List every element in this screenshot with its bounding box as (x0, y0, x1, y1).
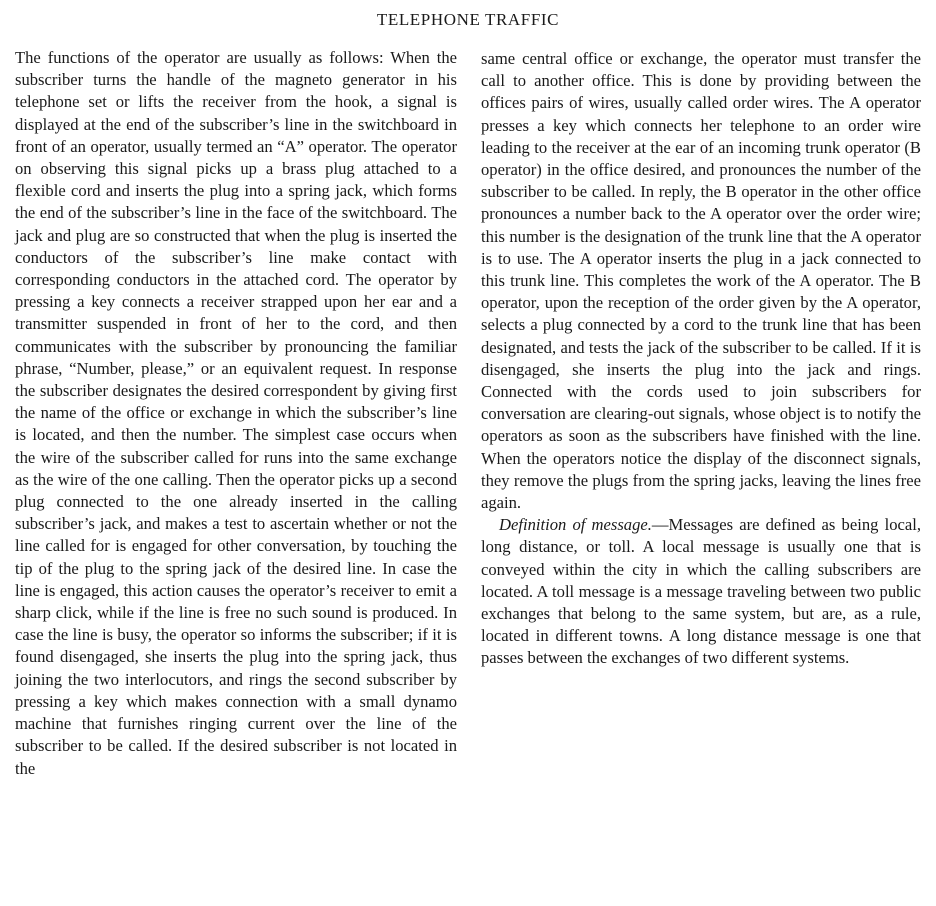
body-paragraph: The functions of the operator are usually as follows: When the subscriber turns the handle of the magneto generator in his telephone set or lifts the receiver from the hook, a signal is displayed at the end of the subscriber’s line in the switchboard in front of an operator, usually termed an “A” operator. The operator on observing this signal picks up a brass plug attached to a flexible cord and inserts the plug into a spring jack, which forms the end of the subscriber’s line in the face of the switchboard. The jack and plug are so constructed that when the plug is inserted the conductors of the subscriber’s line make contact with corresponding conductors in the attached cord. The operator by pressing a key connects a receiver strapped upon her ear and a transmitter suspended in front of her to the cord, and then communicates with the subscriber by pronouncing the familiar phrase, “Number, please,” or an equivalent request. In response the subscriber designates the desired correspondent by giving first the name of the office or exchange in which the subscriber’s line is located, and then the number. The simplest case occurs when the wire of the subscriber called for runs into the same exchange as the wire of the one calling. Then the operator picks up a second plug connected to the one already inserted in the calling subscriber’s jack, and makes a test to ascertain whether or not the line called for is engaged for other conversation, by touching the tip of the plug to the spring jack of the desired line. In case the line is engaged, this action causes the operator’s receiver to emit a sharp click, while if the line is free no such sound is produced. In case the line is busy, the operator so informs the subscriber; if it is found disengaged, she inserts the plug into the spring jack, thus joining the two interlocutors, and rings the second subscriber by pressing a key which makes connection with a small dynamo machine that furnishes ringing current over the line of the subscriber to be called. If the desired subscriber is not located in the (15, 48, 457, 778)
left-column (15, 47, 457, 780)
right-column (481, 48, 921, 670)
run-in-heading: Definition of message. (499, 515, 652, 535)
body-paragraph-continued: same central office or exchange, the operator must transfer the call to another office. This is done by providing between the offices pairs of wires, usually called order wires. The A operator presses a key which connects her telephone to an order wire leading to the receiver at the ear of an incoming trunk operator (B operator) in the office desired, and pronounces the number of the subscriber to be called. In reply, the B operator in the other office pronounces a number back to the A operator over the order wire; this number is the designation of the trunk line that the A operator is to use. The A operator inserts the plug in a jack connected to this trunk line. This completes the work of the A operator. The B operator, upon the reception of the order given by the A operator, selects a plug connected by a cord to the trunk line that has been designated, and tests the jack of the subscriber to be called. If it is disengaged, she inserts the plug into the jack and rings. Connected with the cords used to join subscribers for conversation are clearing-out signals, whose object is to notify the operators as soon as the subscribers have finished with the line. When the operators notice the display of the disconnect signals, they remove the plugs from the spring jacks, leaving the lines free again. (481, 49, 921, 513)
definition-body: —Messages are defined as being local, long distance, or toll. A local message is usually one that is conveyed within the city in which the calling subscribers are located. A toll message is a message traveling between two public exchanges that belong to the same system, but are, as a rule, located in different towns. A long distance message is one that passes between the exchanges of two different systems. (481, 515, 921, 668)
definition-paragraph (481, 514, 921, 669)
running-head: TELEPHONE TRAFFIC (376, 10, 560, 29)
